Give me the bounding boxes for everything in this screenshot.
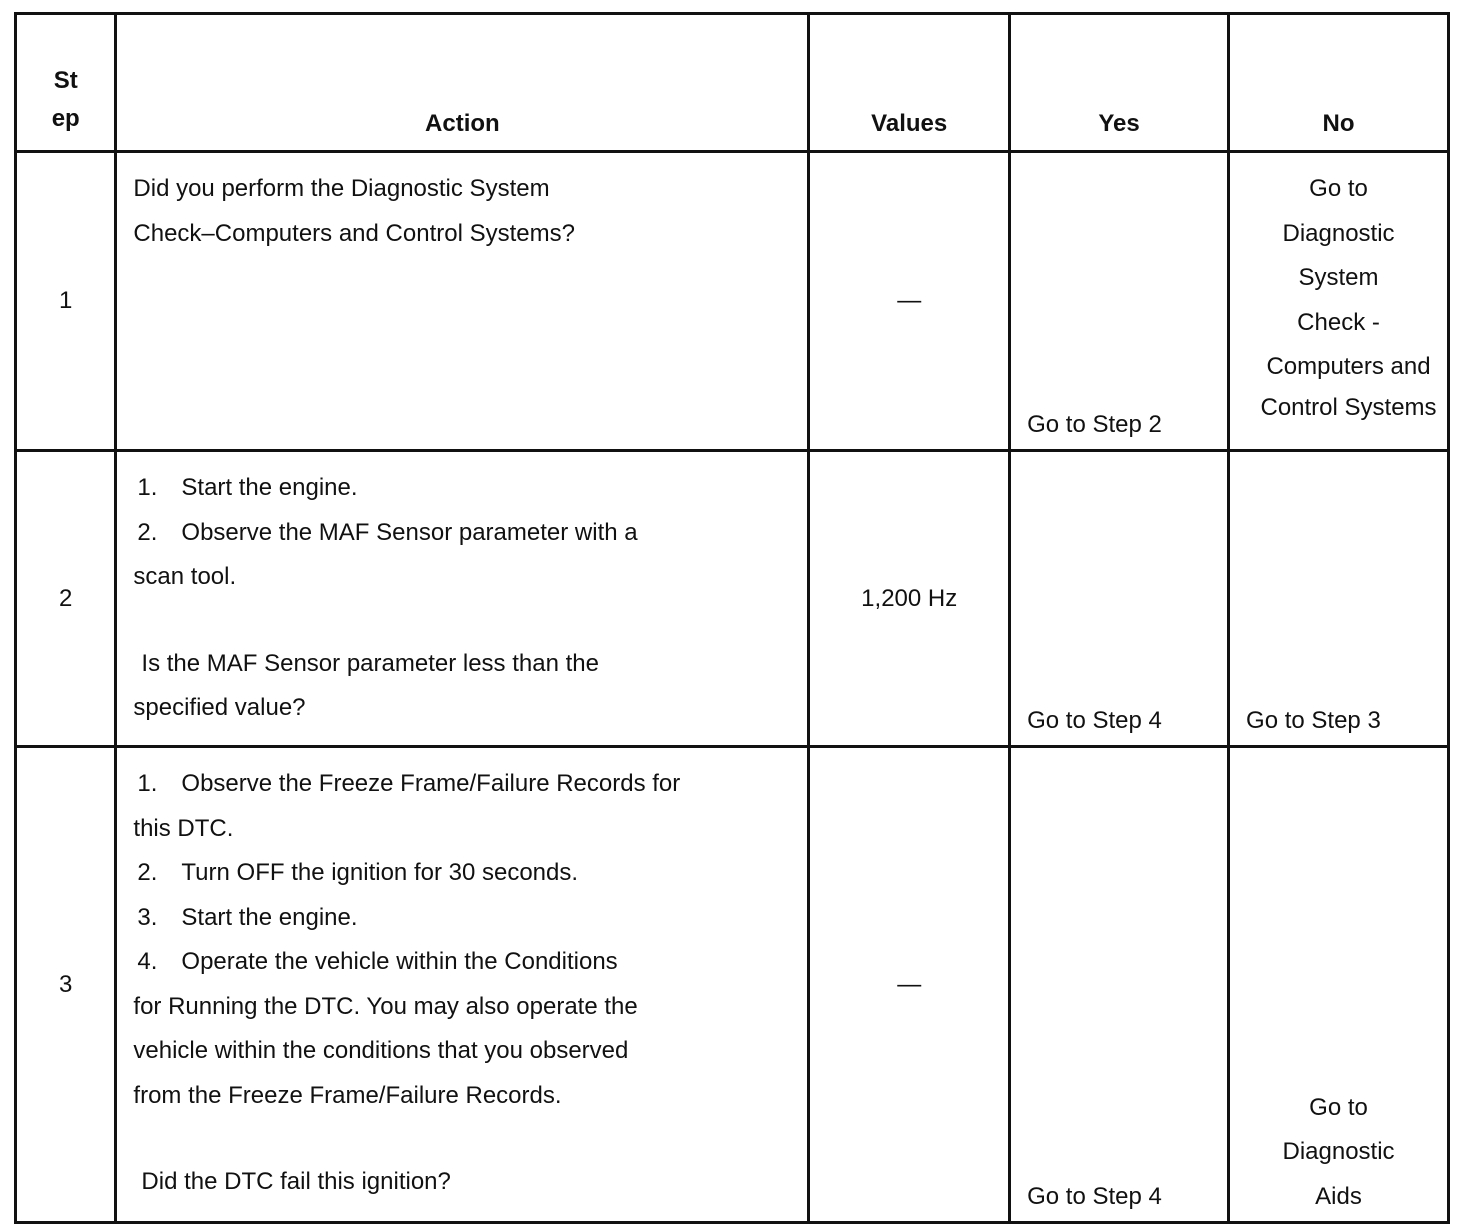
yes-cell <box>1010 747 1229 1223</box>
step-cell <box>16 747 116 1223</box>
list-number: 1. <box>137 474 158 501</box>
no-line: Aids <box>1315 1182 1362 1210</box>
no-go-to-diagnostic-aids-link[interactable] <box>1230 1086 1447 1220</box>
action-continuation: this DTC. <box>133 814 234 842</box>
list-text: Operate the vehicle within the Conditions <box>181 948 618 975</box>
table-row-step-3 <box>16 747 1449 1223</box>
action-list-item <box>133 896 787 941</box>
no-line: System <box>1298 264 1379 291</box>
values-cell <box>809 152 1010 451</box>
yes-cell <box>1010 451 1229 747</box>
list-number: 2. <box>137 859 158 886</box>
no-line: Go to <box>1309 1093 1368 1121</box>
action-list-item <box>133 511 787 556</box>
no-line: Check - <box>1297 308 1380 336</box>
action-question: Did the DTC fail this ignition? <box>141 1168 451 1195</box>
yes-go-to-step-4-link[interactable]: Go to Step 4 <box>1027 706 1162 734</box>
header-step <box>16 14 116 152</box>
action-line: Check–Computers and Control Systems? <box>133 219 575 247</box>
no-cell <box>1229 451 1449 747</box>
table-row-step-1 <box>16 152 1449 451</box>
no-line: Diagnostic <box>1282 219 1395 247</box>
no-line: Computers and <box>1266 353 1431 380</box>
action-cell <box>116 747 809 1223</box>
list-number: 2. <box>137 518 158 546</box>
action-continuation: scan tool. <box>133 563 237 590</box>
action-line: Did you perform the Diagnostic System <box>133 175 550 202</box>
no-go-to-diagnostic-system-check-link[interactable] <box>1230 167 1447 426</box>
action-list-item <box>133 466 787 511</box>
value-text: 1,200 Hz <box>861 584 958 612</box>
step-cell <box>16 451 116 747</box>
action-question: specified value? <box>133 694 306 721</box>
no-go-to-step-3-link[interactable]: Go to Step 3 <box>1246 706 1381 734</box>
header-no: No <box>1229 14 1449 152</box>
list-number: 3. <box>137 903 158 931</box>
step-cell <box>16 152 116 451</box>
header-values: Values <box>809 14 1010 152</box>
values-cell <box>809 747 1010 1223</box>
action-question: Is the MAF Sensor parameter less than the <box>141 649 599 677</box>
value-text: — <box>897 286 922 314</box>
header-step-line2: ep <box>51 105 80 132</box>
yes-go-to-step-2-link[interactable]: Go to Step 2 <box>1027 410 1162 438</box>
diagnostic-table <box>14 12 1450 1224</box>
action-cell <box>116 451 809 747</box>
value-text: — <box>897 970 922 998</box>
list-text: Turn OFF the ignition for 30 seconds. <box>181 859 579 886</box>
header-step-line1: St <box>53 67 78 94</box>
action-cell <box>116 152 809 451</box>
no-line: Control Systems <box>1260 393 1437 421</box>
no-cell <box>1229 152 1449 451</box>
yes-cell <box>1010 152 1229 451</box>
list-text: Start the engine. <box>181 903 358 931</box>
list-text: Observe the Freeze Frame/Failure Records for <box>181 770 681 797</box>
action-list-item <box>133 940 787 985</box>
action-continuation: vehicle within the conditions that you observed <box>133 1037 629 1064</box>
table-row-step-2 <box>16 451 1449 747</box>
list-number: 4. <box>137 948 158 975</box>
step-number: 2 <box>59 584 73 612</box>
action-continuation: for Running the DTC. You may also operate the <box>133 992 638 1020</box>
step-number: 1 <box>59 286 73 314</box>
yes-go-to-step-4-link[interactable]: Go to Step 4 <box>1027 1182 1162 1210</box>
action-list-item <box>133 762 787 807</box>
values-cell <box>809 451 1010 747</box>
no-line: Go to <box>1309 175 1368 202</box>
no-line: Diagnostic <box>1282 1138 1395 1165</box>
header-row <box>16 14 1449 152</box>
list-text: Start the engine. <box>181 474 358 501</box>
action-list-item <box>133 851 787 896</box>
action-continuation: from the Freeze Frame/Failure Records. <box>133 1081 562 1109</box>
list-text: Observe the MAF Sensor parameter with a <box>181 518 638 546</box>
header-action: Action <box>116 14 809 152</box>
no-cell <box>1229 747 1449 1223</box>
list-number: 1. <box>137 770 158 797</box>
header-yes: Yes <box>1010 14 1229 152</box>
step-number: 3 <box>59 970 73 998</box>
